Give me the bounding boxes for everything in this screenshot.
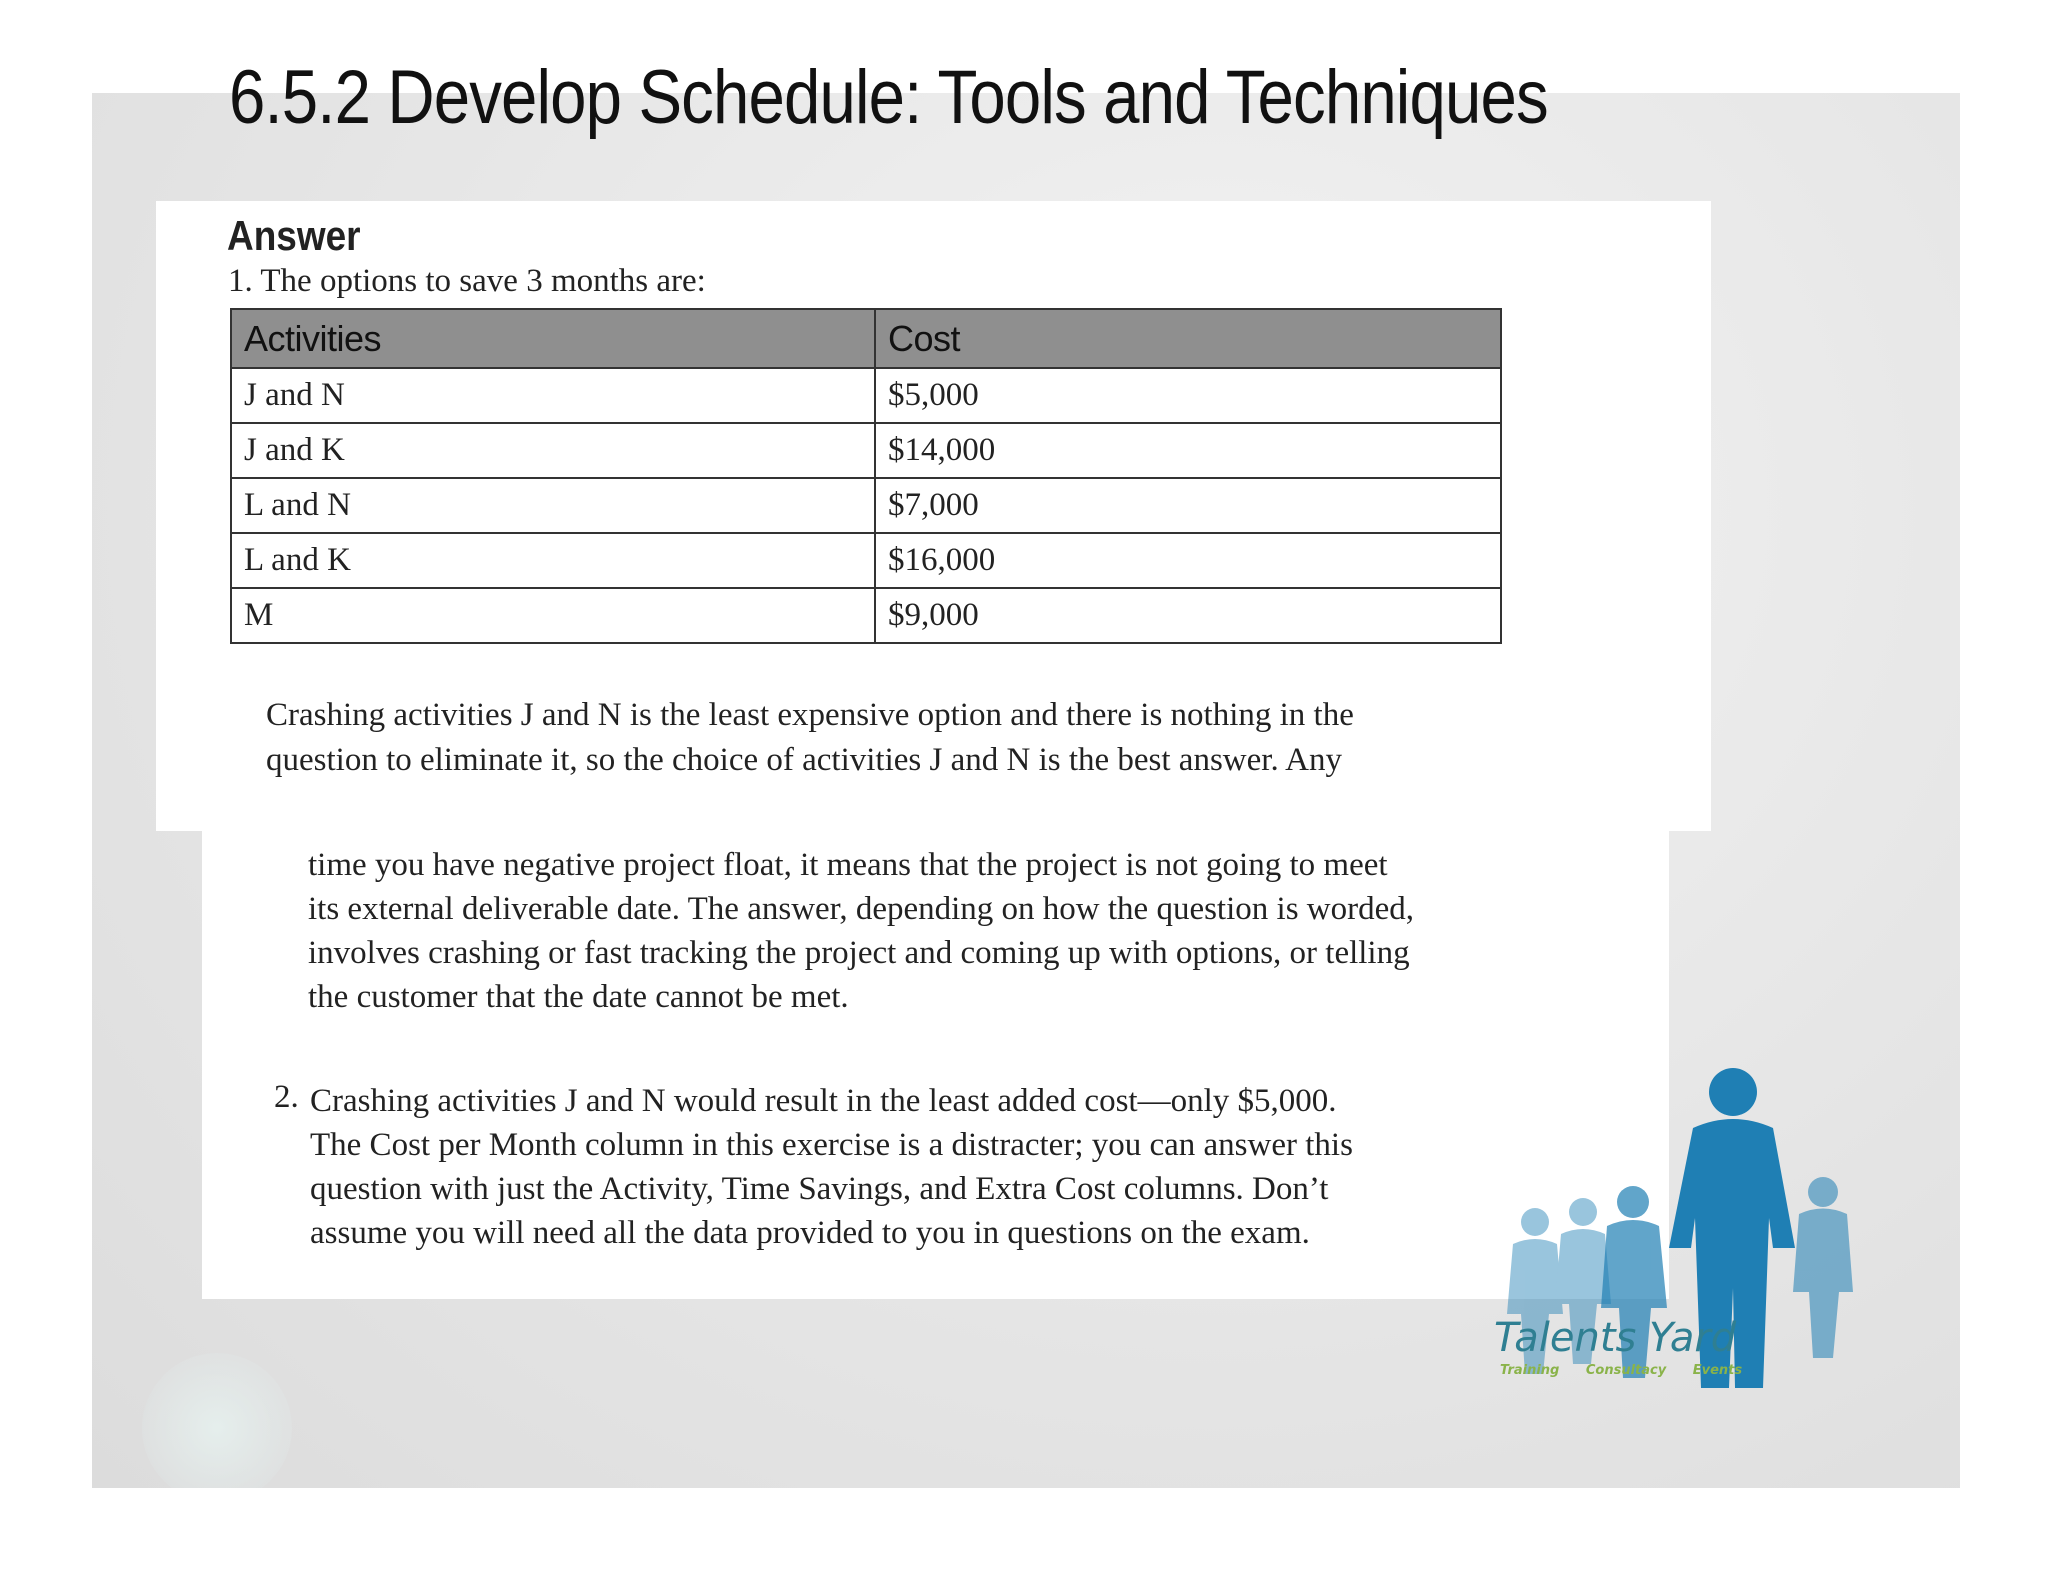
slide-title: 6.5.2 Develop Schedule: Tools and Techniques [229, 55, 1548, 140]
cell-cost: $5,000 [875, 368, 1501, 423]
table-row [231, 368, 1501, 423]
paragraph-negative-float [308, 843, 1414, 1019]
table-row [231, 478, 1501, 533]
cell-activities: M [231, 588, 875, 643]
answer-heading: Answer [227, 212, 361, 259]
cell-activities: J and K [231, 423, 875, 478]
cell-cost: $16,000 [875, 533, 1501, 588]
cell-cost: $14,000 [875, 423, 1501, 478]
table-row [231, 588, 1501, 643]
cell-cost: $7,000 [875, 478, 1501, 533]
text-line: the customer that the date cannot be met. [308, 979, 849, 1015]
logo-tagline: Training Consultacy Events [1500, 1363, 1743, 1378]
cell-activities: L and N [231, 478, 875, 533]
table-row [231, 423, 1501, 478]
cell-cost: $9,000 [875, 588, 1501, 643]
decorative-bubble [142, 1353, 292, 1488]
paragraph-least-cost [310, 1079, 1353, 1255]
text-line: its external deliverable date. The answer, depending on how the question is worded, [308, 891, 1414, 927]
logo-name: Talents Yard [1494, 1315, 1737, 1361]
text-line: Crashing activities J and N would result in the least added cost—only $5,000. [310, 1083, 1337, 1119]
text-line: assume you will need all the data provided to you in questions on the exam. [310, 1215, 1310, 1251]
table-header-row [231, 309, 1501, 368]
text-line: question with just the Activity, Time Savings, and Extra Cost columns. Don’t [310, 1171, 1329, 1207]
options-table [230, 308, 1502, 644]
text-line: Crashing activities J and N is the least expensive option and there is nothing in the [266, 697, 1354, 733]
paragraph-crashing-option [266, 693, 1354, 783]
cell-activities: L and K [231, 533, 875, 588]
question2-number: 2. [274, 1079, 299, 1115]
header-activities: Activities [231, 309, 875, 368]
text-line: question to eliminate it, so the choice of activities J and N is the best answer. Any [266, 742, 1342, 778]
text-line: time you have negative project float, it means that the project is not going to meet [308, 847, 1388, 883]
question1-intro: 1. The options to save 3 months are: [228, 263, 706, 299]
text-line: The Cost per Month column in this exercise is a distracter; you can answer this [310, 1127, 1353, 1163]
text-line: involves crashing or fast tracking the project and coming up with options, or telling [308, 935, 1410, 971]
cell-activities: J and N [231, 368, 875, 423]
header-cost: Cost [875, 309, 1501, 368]
table-row [231, 533, 1501, 588]
